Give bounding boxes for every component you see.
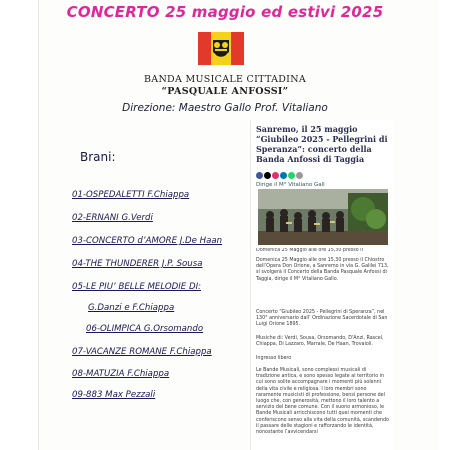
instagram-icon[interactable] xyxy=(272,172,279,179)
program-item: 01-OSPEDALETTI F.Chiappa xyxy=(72,190,190,200)
photo-caption: Domenica 25 Maggio alle ore 15,30 presso il xyxy=(256,248,363,253)
email-icon[interactable] xyxy=(296,172,303,179)
facebook-icon[interactable] xyxy=(256,172,263,179)
band-name: BANDA MUSICALE CITTADINA xyxy=(144,74,306,85)
news-article-clipping xyxy=(250,120,394,450)
program-item: 07-VACANZE ROMANE F.Chiappa xyxy=(72,347,212,357)
article-paragraph: Le Bande Musicali, sono complessi musicali di tradizione antica, e sono spesso legate al territorio in cui sono solite accompagnare i momenti più solenni della vita civile e religiosa. I loro membri sono raramente musicisti di professione, bensì persone del luogo che, con generosità, mettono il loro talento a servizio del bene comune. Con il suono armonioso, le Bande Musicali arricchiscono tutti quei momenti che conferiscono senso alla vita della comunità, scandendo il passare delle stagioni e rafforzando le identità, nonostante l’avvicendarsi xyxy=(256,368,389,436)
article-paragraph: Musiche di: Verdi, Sousa, Orsomando, D'Anzi, Rascel, Chiappa, Di Lazzaro, Marrale, De Haan, Trovaioli. xyxy=(256,336,384,348)
program-item: 09-883 Max Pezzali xyxy=(72,390,156,400)
concert-title: CONCERTO 25 maggio ed estivi 2025 xyxy=(66,3,384,21)
program-item: 08-MATUZIA F.Chiappa xyxy=(72,369,170,379)
share-icons xyxy=(256,172,304,179)
direction-line: Direzione: Maestro Gallo Prof. Vitaliano xyxy=(122,102,328,114)
x-icon[interactable] xyxy=(264,172,271,179)
band-crest-logo xyxy=(198,32,244,65)
article-subtitle: Dirige il M° Vitaliano Gall xyxy=(256,182,325,188)
article-paragraph: Domenica 25 Maggio alle ore 15,30 presso il Chiostro dell’Opera Don Orione, a Sanremo in via G. Galilei 713, si svolgerà il Concerto della Banda Pasquale Anfossi di Taggia, dirige il M° Vitaliano Gallo. xyxy=(256,258,389,282)
brani-heading: Brani: xyxy=(80,150,116,164)
program-item: 03-CONCERTO d’AMORE J.De Haan xyxy=(72,236,223,246)
article-paragraph: Concerto “Giubileo 2025 - Pellegrini di Speranza”, nel 130° anniversario dall’ Ordinazione Sacerdotale di San Luigi Orione 1895. xyxy=(256,310,388,328)
program-item: G.Danzi e F.Chiappa xyxy=(88,303,175,313)
whatsapp-icon[interactable] xyxy=(288,172,295,179)
program-item: 05-LE PIU’ BELLE MELODIE DI: xyxy=(72,282,202,292)
program-item: 06-OLIMPICA G.Orsomando xyxy=(86,324,204,334)
article-paragraph: Ingresso libero xyxy=(256,356,292,361)
program-item: 02-ERNANI G.Verdi xyxy=(72,213,153,223)
linkedin-icon[interactable] xyxy=(280,172,287,179)
band-subtitle: “PASQUALE ANFOSSI” xyxy=(161,86,289,97)
program-item: 04-THE THUNDERER J.P. Sousa xyxy=(72,259,203,269)
band-photo xyxy=(258,189,388,245)
article-headline: Sanremo, il 25 maggio “Giubileo 2025 - Pellegrini di Speranza”: concerto della Banda Anfossi di Taggia xyxy=(256,124,388,164)
